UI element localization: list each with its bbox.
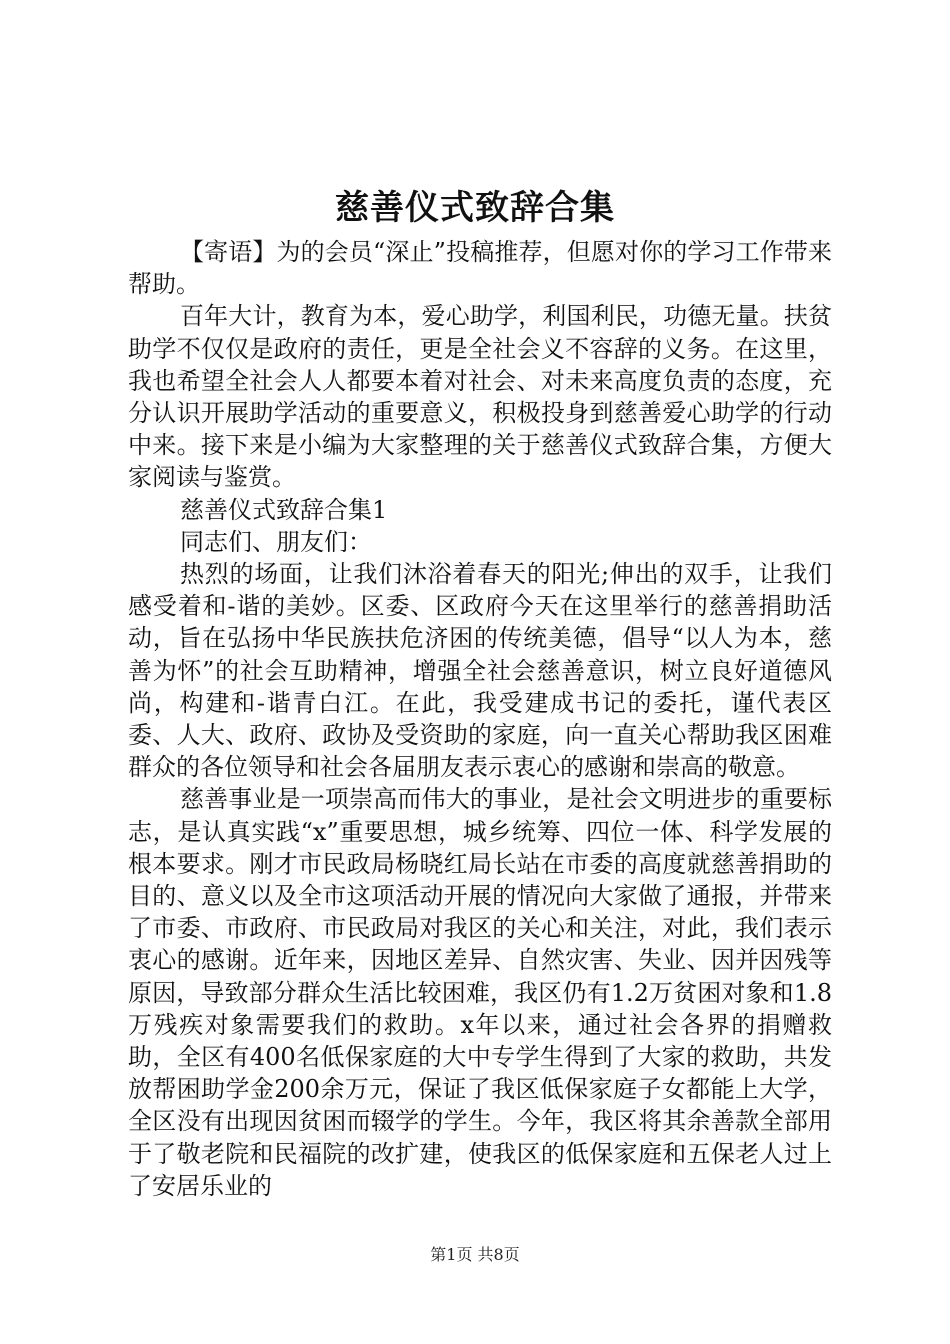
section-heading: 慈善仪式致辞合集1 [180,495,388,524]
intro-paragraph: 【寄语】为的会员“深止”投稿推荐，但愿对你的学习工作带来帮助。 [128,238,832,299]
document-body [128,236,832,1202]
salutation: 同志们、朋友们： [180,527,372,556]
document-title: 慈善仪式致辞合集 [335,188,615,228]
preface-paragraph: 百年大计，教育为本，爱心助学，利国利民，功德无量。扶贫助学不仅仅是政府的责任，更是全社会义不容辞的义务。在这里，我也希望全社会人人都要本着对社会、对未来高度负责的态度，充分认识开展助学活动的重要意义，积极投身到慈善爱心助学的行动中来。接下来是小编为大家整理的关于慈善仪式致辞合集，方便大家阅读与鉴赏。 [128,302,832,492]
body-paragraph: 热烈的场面，让我们沐浴着春天的阳光;伸出的双手，让我们感受着和-谐的美妙。区委、区政府今天在这里举行的慈善捐助活动，旨在弘扬中华民族扶危济困的传统美德，倡导“以人为本，慈善为怀”的社会互助精神，增强全社会慈善意识，树立良好道德风尚，构建和-谐青白江。在此，我受建成书记的委托，谨代表区委、人大、政府、政协及受资助的家庭，向一直关心帮助我区困难群众的各位领导和社会各届朋友表示衷心的感谢和崇高的敬意。 [128,560,832,782]
page-number-footer: 第1页 共8页 [430,1245,520,1264]
body-paragraph: 慈善事业是一项崇高而伟大的事业，是社会文明进步的重要标志，是认真实践“x”重要思想，城乡统筹、四位一体、科学发展的根本要求。刚才市民政局杨晓红局长站在市委的高度就慈善捐助的目的、意义以及全市这项活动开展的情况向大家做了通报，并带来了市委、市政府、市民政局对我区的关心和关注，对此，我们表示衷心的感谢。近年来，因地区差异、自然灾害、失业、因并因残等原因，导致部分群众生活比较困难，我区仍有1.2万贫困对象和1.8万残疾对象需要我们的救助。x年以来，通过社会各界的捐赠救助，全区有400名低保家庭的大中专学生得到了大家的救助，共发放帮困助学金200余万元，保证了我区低保家庭子女都能上大学，全区没有出现因贫困而辍学的学生。今年，我区将其余善款全部用于了敬老院和民福院的改扩建，使我区的低保家庭和五保老人过上了安居乐业的 [128,785,832,1200]
